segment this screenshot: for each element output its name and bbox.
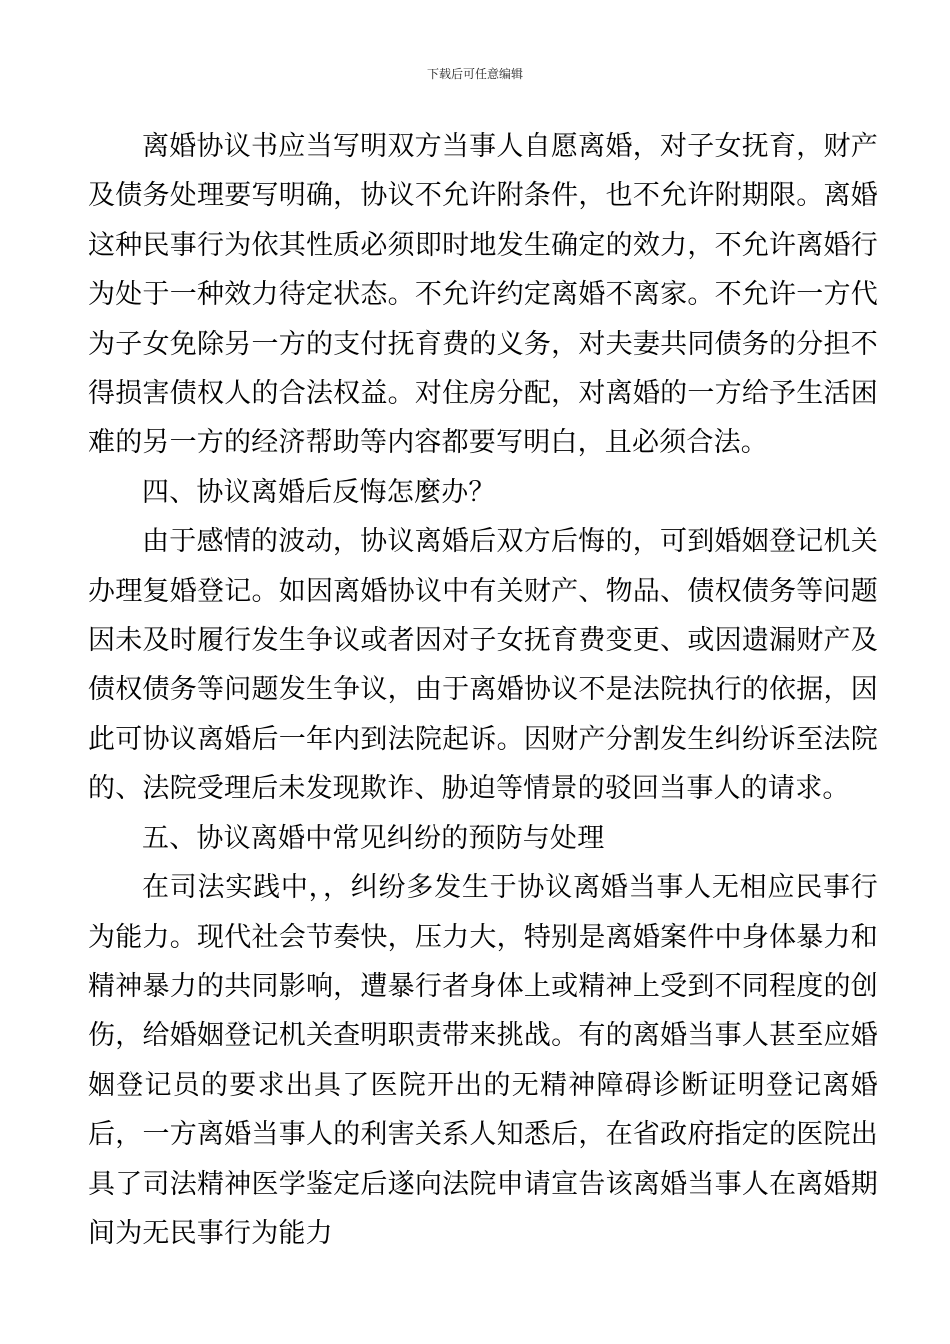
page-header: 下载后可任意编辑	[426, 67, 523, 81]
document-body	[88, 122, 878, 1258]
section-heading-regret: 四、协议离婚后反悔怎麼办？	[142, 476, 496, 508]
paragraph-regret: 由于感情的波动，协议离婚后双方后悔的，可到婚姻登记机关办理复婚登记。如因离婚协议中有关财产、物品、债权债务等问题因未及时履行发生争议或者因对子女抚育费变更、或因遗漏财产及债权债务等问题发生争议，由于离婚协议不是法院执行的依据，因此可协议离婚后一年内到法院起诉。因财产分割发生纠纷诉至法院的、法院受理后未发现欺诈、胁迫等情景的驳回当事人的请求。	[88, 526, 878, 805]
section-heading-disputes: 五、协议离婚中常见纠纷的预防与处理	[142, 822, 605, 854]
paragraph-disputes: 在司法实践中，，纠纷多发生于协议离婚当事人无相应民事行为能力。现代社会节奏快，压力大，特别是离婚案件中身体暴力和精神暴力的共同影响，遭暴行者身体上或精神上受到不同程度的创伤，给婚姻登记机关查明职责带来挑战。有的离婚当事人甚至应婚姻登记员的要求出具了医院开出的无精神障碍诊断证明登记离婚后，一方离婚当事人的利害关系人知悉后，在省政府指定的医院出具了司法精神医学鉴定后遂向法院申请宣告该离婚当事人在离婚期间为无民事行为能力	[88, 872, 878, 1249]
paragraph-agreement-requirements: 离婚协议书应当写明双方当事人自愿离婚，对子女抚育，财产及债务处理要写明确，协议不允许附条件，也不允许附期限。离婚这种民事行为依其性质必须即时地发生确定的效力，不允许离婚行为处于一种效力待定状态。不允许约定离婚不离家。不允许一方代为子女免除另一方的支付抚育费的义务，对夫妻共同债务的分担不得损害债权人的合法权益。对住房分配，对离婚的一方给予生活困难的另一方的经济帮助等内容都要写明白，且必须合法。	[88, 131, 878, 459]
